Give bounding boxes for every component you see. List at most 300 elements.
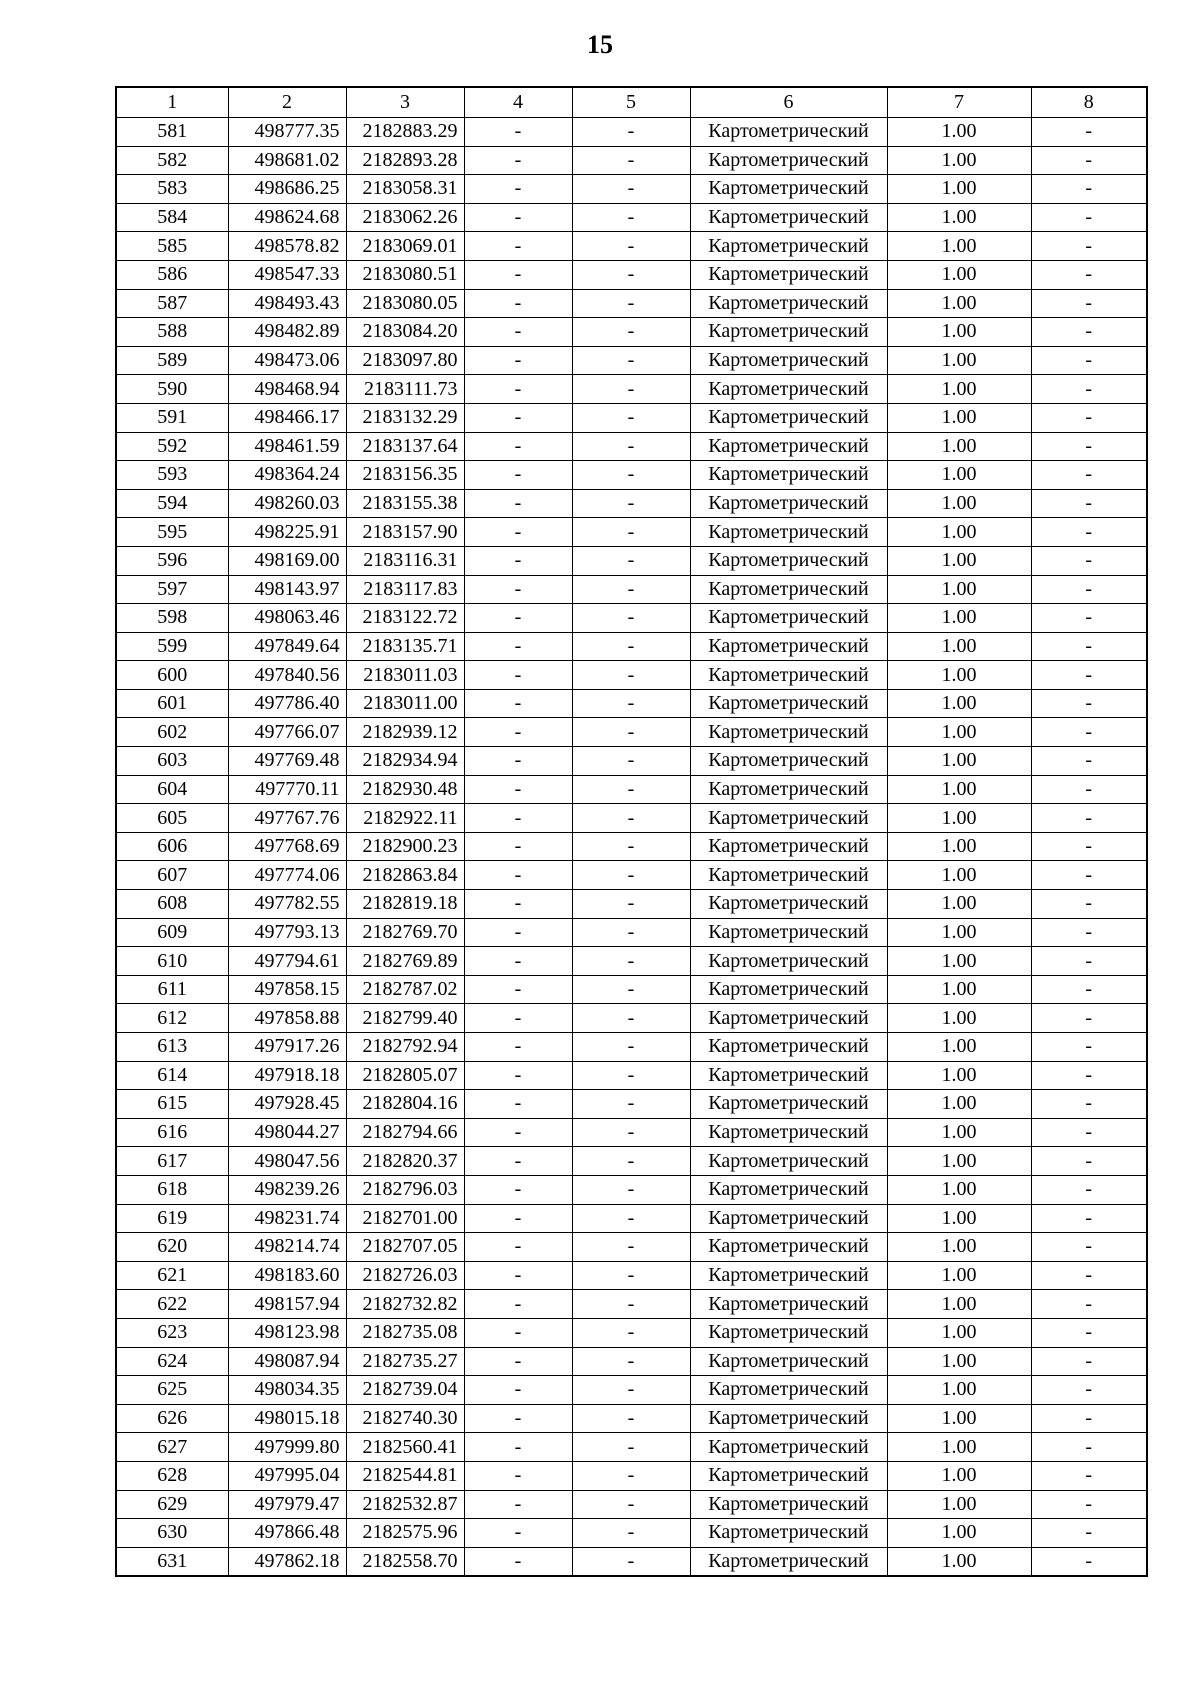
x-coordinate-cell: 498015.18 bbox=[228, 1404, 346, 1433]
x-coordinate-cell: 498123.98 bbox=[228, 1318, 346, 1347]
y-coordinate-cell: 2182799.40 bbox=[346, 1004, 464, 1033]
column-8-cell: - bbox=[1031, 832, 1147, 861]
x-coordinate-cell: 497794.61 bbox=[228, 947, 346, 976]
column-4-cell: - bbox=[464, 546, 572, 575]
y-coordinate-cell: 2183069.01 bbox=[346, 232, 464, 261]
column-4-cell: - bbox=[464, 318, 572, 347]
column-4-cell: - bbox=[464, 1147, 572, 1176]
column-5-cell: - bbox=[572, 1090, 690, 1119]
accuracy-cell: 1.00 bbox=[887, 918, 1031, 947]
column-5-cell: - bbox=[572, 1519, 690, 1548]
method-cell: Картометрический bbox=[690, 1547, 887, 1576]
point-number-cell: 606 bbox=[116, 832, 228, 861]
column-4-cell: - bbox=[464, 1547, 572, 1576]
y-coordinate-cell: 2182740.30 bbox=[346, 1404, 464, 1433]
column-8-cell: - bbox=[1031, 1347, 1147, 1376]
y-coordinate-cell: 2182787.02 bbox=[346, 975, 464, 1004]
point-number-cell: 614 bbox=[116, 1061, 228, 1090]
accuracy-cell: 1.00 bbox=[887, 318, 1031, 347]
column-4-cell: - bbox=[464, 890, 572, 919]
table-row bbox=[116, 203, 1147, 232]
column-8-cell: - bbox=[1031, 661, 1147, 690]
table-row bbox=[116, 832, 1147, 861]
table-row bbox=[116, 1061, 1147, 1090]
method-cell: Картометрический bbox=[690, 260, 887, 289]
x-coordinate-cell: 497862.18 bbox=[228, 1547, 346, 1576]
method-cell: Картометрический bbox=[690, 1461, 887, 1490]
x-coordinate-cell: 497768.69 bbox=[228, 832, 346, 861]
column-5-cell: - bbox=[572, 203, 690, 232]
x-coordinate-cell: 497917.26 bbox=[228, 1033, 346, 1062]
column-5-cell: - bbox=[572, 1347, 690, 1376]
accuracy-cell: 1.00 bbox=[887, 518, 1031, 547]
method-cell: Картометрический bbox=[690, 1404, 887, 1433]
method-cell: Картометрический bbox=[690, 1004, 887, 1033]
column-4-cell: - bbox=[464, 1433, 572, 1462]
column-8-cell: - bbox=[1031, 289, 1147, 318]
point-number-cell: 604 bbox=[116, 775, 228, 804]
column-4-cell: - bbox=[464, 804, 572, 833]
column-4-cell: - bbox=[464, 232, 572, 261]
accuracy-cell: 1.00 bbox=[887, 718, 1031, 747]
y-coordinate-cell: 2182735.08 bbox=[346, 1318, 464, 1347]
table-row bbox=[116, 604, 1147, 633]
column-8-cell: - bbox=[1031, 118, 1147, 147]
accuracy-cell: 1.00 bbox=[887, 604, 1031, 633]
y-coordinate-cell: 2183097.80 bbox=[346, 346, 464, 375]
method-cell: Картометрический bbox=[690, 203, 887, 232]
method-cell: Картометрический bbox=[690, 518, 887, 547]
column-8-cell: - bbox=[1031, 518, 1147, 547]
table-row bbox=[116, 1090, 1147, 1119]
point-number-cell: 610 bbox=[116, 947, 228, 976]
point-number-cell: 596 bbox=[116, 546, 228, 575]
column-8-cell: - bbox=[1031, 975, 1147, 1004]
x-coordinate-cell: 498364.24 bbox=[228, 461, 346, 490]
method-cell: Картометрический bbox=[690, 432, 887, 461]
column-8-cell: - bbox=[1031, 947, 1147, 976]
column-8-cell: - bbox=[1031, 718, 1147, 747]
table-row bbox=[116, 546, 1147, 575]
table-row bbox=[116, 260, 1147, 289]
table-row bbox=[116, 1461, 1147, 1490]
table-row bbox=[116, 1118, 1147, 1147]
method-cell: Картометрический bbox=[690, 1433, 887, 1462]
accuracy-cell: 1.00 bbox=[887, 1004, 1031, 1033]
accuracy-cell: 1.00 bbox=[887, 804, 1031, 833]
x-coordinate-cell: 497774.06 bbox=[228, 861, 346, 890]
page-number: 15 bbox=[587, 30, 613, 59]
table-row bbox=[116, 346, 1147, 375]
point-number-cell: 584 bbox=[116, 203, 228, 232]
column-8-cell: - bbox=[1031, 1261, 1147, 1290]
method-cell: Картометрический bbox=[690, 1233, 887, 1262]
x-coordinate-cell: 497769.48 bbox=[228, 747, 346, 776]
table-row bbox=[116, 1204, 1147, 1233]
column-4-cell: - bbox=[464, 489, 572, 518]
x-coordinate-cell: 497786.40 bbox=[228, 689, 346, 718]
y-coordinate-cell: 2182558.70 bbox=[346, 1547, 464, 1576]
column-4-cell: - bbox=[464, 1033, 572, 1062]
y-coordinate-cell: 2182792.94 bbox=[346, 1033, 464, 1062]
y-coordinate-cell: 2182804.16 bbox=[346, 1090, 464, 1119]
column-5-cell: - bbox=[572, 661, 690, 690]
method-cell: Картометрический bbox=[690, 775, 887, 804]
x-coordinate-cell: 498239.26 bbox=[228, 1175, 346, 1204]
point-number-cell: 626 bbox=[116, 1404, 228, 1433]
table-row bbox=[116, 289, 1147, 318]
y-coordinate-cell: 2183084.20 bbox=[346, 318, 464, 347]
x-coordinate-cell: 498047.56 bbox=[228, 1147, 346, 1176]
x-coordinate-cell: 498578.82 bbox=[228, 232, 346, 261]
accuracy-cell: 1.00 bbox=[887, 861, 1031, 890]
point-number-cell: 598 bbox=[116, 604, 228, 633]
table-row bbox=[116, 689, 1147, 718]
column-4-cell: - bbox=[464, 1519, 572, 1548]
column-5-cell: - bbox=[572, 1318, 690, 1347]
y-coordinate-cell: 2182739.04 bbox=[346, 1376, 464, 1405]
y-coordinate-cell: 2183132.29 bbox=[346, 403, 464, 432]
y-coordinate-cell: 2183011.03 bbox=[346, 661, 464, 690]
column-5-cell: - bbox=[572, 1233, 690, 1262]
table-row bbox=[116, 232, 1147, 261]
point-number-cell: 619 bbox=[116, 1204, 228, 1233]
x-coordinate-cell: 498063.46 bbox=[228, 604, 346, 633]
column-8-cell: - bbox=[1031, 918, 1147, 947]
x-coordinate-cell: 497995.04 bbox=[228, 1461, 346, 1490]
point-number-cell: 616 bbox=[116, 1118, 228, 1147]
table-row bbox=[116, 947, 1147, 976]
method-cell: Картометрический bbox=[690, 861, 887, 890]
x-coordinate-cell: 498157.94 bbox=[228, 1290, 346, 1319]
table-row bbox=[116, 1147, 1147, 1176]
x-coordinate-cell: 498143.97 bbox=[228, 575, 346, 604]
table-row bbox=[116, 318, 1147, 347]
column-8-cell: - bbox=[1031, 318, 1147, 347]
method-cell: Картометрический bbox=[690, 1061, 887, 1090]
x-coordinate-cell: 497928.45 bbox=[228, 1090, 346, 1119]
point-number-cell: 622 bbox=[116, 1290, 228, 1319]
point-number-cell: 588 bbox=[116, 318, 228, 347]
method-cell: Картометрический bbox=[690, 1347, 887, 1376]
method-cell: Картометрический bbox=[690, 575, 887, 604]
point-number-cell: 587 bbox=[116, 289, 228, 318]
accuracy-cell: 1.00 bbox=[887, 1118, 1031, 1147]
point-number-cell: 602 bbox=[116, 718, 228, 747]
method-cell: Картометрический bbox=[690, 604, 887, 633]
column-5-cell: - bbox=[572, 375, 690, 404]
column-8-cell: - bbox=[1031, 1290, 1147, 1319]
point-number-cell: 600 bbox=[116, 661, 228, 690]
x-coordinate-cell: 497999.80 bbox=[228, 1433, 346, 1462]
column-5-cell: - bbox=[572, 832, 690, 861]
method-cell: Картометрический bbox=[690, 832, 887, 861]
column-4-cell: - bbox=[464, 118, 572, 147]
x-coordinate-cell: 498260.03 bbox=[228, 489, 346, 518]
accuracy-cell: 1.00 bbox=[887, 1090, 1031, 1119]
column-4-cell: - bbox=[464, 1461, 572, 1490]
column-5-cell: - bbox=[572, 1547, 690, 1576]
x-coordinate-cell: 497866.48 bbox=[228, 1519, 346, 1548]
table-row bbox=[116, 1290, 1147, 1319]
accuracy-cell: 1.00 bbox=[887, 1347, 1031, 1376]
column-8-cell: - bbox=[1031, 604, 1147, 633]
column-4-cell: - bbox=[464, 375, 572, 404]
table-row bbox=[116, 661, 1147, 690]
column-4-cell: - bbox=[464, 918, 572, 947]
table-row bbox=[116, 403, 1147, 432]
column-5-cell: - bbox=[572, 890, 690, 919]
column-8-cell: - bbox=[1031, 1461, 1147, 1490]
method-cell: Картометрический bbox=[690, 947, 887, 976]
column-8-cell: - bbox=[1031, 175, 1147, 204]
x-coordinate-cell: 497840.56 bbox=[228, 661, 346, 690]
point-number-cell: 601 bbox=[116, 689, 228, 718]
x-coordinate-cell: 497793.13 bbox=[228, 918, 346, 947]
column-8-cell: - bbox=[1031, 489, 1147, 518]
y-coordinate-cell: 2182900.23 bbox=[346, 832, 464, 861]
accuracy-cell: 1.00 bbox=[887, 1490, 1031, 1519]
accuracy-cell: 1.00 bbox=[887, 546, 1031, 575]
y-coordinate-cell: 2183058.31 bbox=[346, 175, 464, 204]
point-number-cell: 624 bbox=[116, 1347, 228, 1376]
accuracy-cell: 1.00 bbox=[887, 1290, 1031, 1319]
column-4-cell: - bbox=[464, 1347, 572, 1376]
column-4-cell: - bbox=[464, 1090, 572, 1119]
column-4-cell: - bbox=[464, 1490, 572, 1519]
y-coordinate-cell: 2183111.73 bbox=[346, 375, 464, 404]
accuracy-cell: 1.00 bbox=[887, 1404, 1031, 1433]
accuracy-cell: 1.00 bbox=[887, 1547, 1031, 1576]
column-5-cell: - bbox=[572, 546, 690, 575]
method-cell: Картометрический bbox=[690, 346, 887, 375]
column-4-cell: - bbox=[464, 346, 572, 375]
point-number-cell: 591 bbox=[116, 403, 228, 432]
method-cell: Картометрический bbox=[690, 318, 887, 347]
accuracy-cell: 1.00 bbox=[887, 747, 1031, 776]
table-row bbox=[116, 918, 1147, 947]
point-number-cell: 613 bbox=[116, 1033, 228, 1062]
column-8-cell: - bbox=[1031, 1204, 1147, 1233]
column-5-cell: - bbox=[572, 1433, 690, 1462]
column-8-cell: - bbox=[1031, 861, 1147, 890]
x-coordinate-cell: 498225.91 bbox=[228, 518, 346, 547]
accuracy-cell: 1.00 bbox=[887, 947, 1031, 976]
accuracy-cell: 1.00 bbox=[887, 975, 1031, 1004]
table-row bbox=[116, 747, 1147, 776]
column-5-cell: - bbox=[572, 318, 690, 347]
column-5-cell: - bbox=[572, 232, 690, 261]
y-coordinate-cell: 2182796.03 bbox=[346, 1175, 464, 1204]
table-row bbox=[116, 1318, 1147, 1347]
column-5-cell: - bbox=[572, 1490, 690, 1519]
table-row bbox=[116, 718, 1147, 747]
column-4-cell: - bbox=[464, 1004, 572, 1033]
method-cell: Картометрический bbox=[690, 146, 887, 175]
accuracy-cell: 1.00 bbox=[887, 489, 1031, 518]
point-number-cell: 618 bbox=[116, 1175, 228, 1204]
y-coordinate-cell: 2182726.03 bbox=[346, 1261, 464, 1290]
table-row bbox=[116, 1490, 1147, 1519]
column-8-cell: - bbox=[1031, 632, 1147, 661]
column-8-cell: - bbox=[1031, 375, 1147, 404]
point-number-cell: 581 bbox=[116, 118, 228, 147]
method-cell: Картометрический bbox=[690, 1376, 887, 1405]
column-8-cell: - bbox=[1031, 575, 1147, 604]
y-coordinate-cell: 2182732.82 bbox=[346, 1290, 464, 1319]
column-4-cell: - bbox=[464, 775, 572, 804]
method-cell: Картометрический bbox=[690, 1175, 887, 1204]
column-8-cell: - bbox=[1031, 1519, 1147, 1548]
column-5-cell: - bbox=[572, 575, 690, 604]
method-cell: Картометрический bbox=[690, 175, 887, 204]
point-number-cell: 620 bbox=[116, 1233, 228, 1262]
column-8-cell: - bbox=[1031, 1490, 1147, 1519]
accuracy-cell: 1.00 bbox=[887, 289, 1031, 318]
column-4-cell: - bbox=[464, 1175, 572, 1204]
method-cell: Картометрический bbox=[690, 289, 887, 318]
table-row bbox=[116, 518, 1147, 547]
table-row bbox=[116, 1261, 1147, 1290]
column-4-cell: - bbox=[464, 289, 572, 318]
x-coordinate-cell: 498231.74 bbox=[228, 1204, 346, 1233]
accuracy-cell: 1.00 bbox=[887, 432, 1031, 461]
accuracy-cell: 1.00 bbox=[887, 232, 1031, 261]
method-cell: Картометрический bbox=[690, 118, 887, 147]
column-header: 7 bbox=[887, 87, 1031, 118]
x-coordinate-cell: 498493.43 bbox=[228, 289, 346, 318]
column-4-cell: - bbox=[464, 975, 572, 1004]
column-4-cell: - bbox=[464, 1118, 572, 1147]
point-number-cell: 593 bbox=[116, 461, 228, 490]
method-cell: Картометрический bbox=[690, 461, 887, 490]
column-5-cell: - bbox=[572, 1033, 690, 1062]
y-coordinate-cell: 2182820.37 bbox=[346, 1147, 464, 1176]
y-coordinate-cell: 2182735.27 bbox=[346, 1347, 464, 1376]
column-8-cell: - bbox=[1031, 804, 1147, 833]
y-coordinate-cell: 2182939.12 bbox=[346, 718, 464, 747]
method-cell: Картометрический bbox=[690, 1519, 887, 1548]
y-coordinate-cell: 2182805.07 bbox=[346, 1061, 464, 1090]
accuracy-cell: 1.00 bbox=[887, 1461, 1031, 1490]
column-5-cell: - bbox=[572, 346, 690, 375]
column-8-cell: - bbox=[1031, 1318, 1147, 1347]
column-8-cell: - bbox=[1031, 1004, 1147, 1033]
table-row bbox=[116, 632, 1147, 661]
method-cell: Картометрический bbox=[690, 632, 887, 661]
column-5-cell: - bbox=[572, 1118, 690, 1147]
accuracy-cell: 1.00 bbox=[887, 775, 1031, 804]
point-number-cell: 617 bbox=[116, 1147, 228, 1176]
point-number-cell: 582 bbox=[116, 146, 228, 175]
point-number-cell: 605 bbox=[116, 804, 228, 833]
y-coordinate-cell: 2182560.41 bbox=[346, 1433, 464, 1462]
accuracy-cell: 1.00 bbox=[887, 1204, 1031, 1233]
y-coordinate-cell: 2182701.00 bbox=[346, 1204, 464, 1233]
x-coordinate-cell: 498183.60 bbox=[228, 1261, 346, 1290]
column-5-cell: - bbox=[572, 1061, 690, 1090]
y-coordinate-cell: 2183155.38 bbox=[346, 489, 464, 518]
accuracy-cell: 1.00 bbox=[887, 1433, 1031, 1462]
table-row bbox=[116, 489, 1147, 518]
point-number-cell: 621 bbox=[116, 1261, 228, 1290]
accuracy-cell: 1.00 bbox=[887, 118, 1031, 147]
y-coordinate-cell: 2183080.51 bbox=[346, 260, 464, 289]
column-8-cell: - bbox=[1031, 346, 1147, 375]
column-4-cell: - bbox=[464, 1404, 572, 1433]
y-coordinate-cell: 2183116.31 bbox=[346, 546, 464, 575]
y-coordinate-cell: 2182575.96 bbox=[346, 1519, 464, 1548]
point-number-cell: 583 bbox=[116, 175, 228, 204]
column-5-cell: - bbox=[572, 1261, 690, 1290]
x-coordinate-cell: 497782.55 bbox=[228, 890, 346, 919]
table-header-row bbox=[116, 87, 1147, 118]
point-number-cell: 612 bbox=[116, 1004, 228, 1033]
column-8-cell: - bbox=[1031, 775, 1147, 804]
column-5-cell: - bbox=[572, 804, 690, 833]
column-5-cell: - bbox=[572, 432, 690, 461]
column-8-cell: - bbox=[1031, 1033, 1147, 1062]
y-coordinate-cell: 2182707.05 bbox=[346, 1233, 464, 1262]
y-coordinate-cell: 2183080.05 bbox=[346, 289, 464, 318]
point-number-cell: 627 bbox=[116, 1433, 228, 1462]
column-4-cell: - bbox=[464, 432, 572, 461]
accuracy-cell: 1.00 bbox=[887, 1061, 1031, 1090]
column-5-cell: - bbox=[572, 775, 690, 804]
column-8-cell: - bbox=[1031, 1404, 1147, 1433]
column-5-cell: - bbox=[572, 489, 690, 518]
column-header: 5 bbox=[572, 87, 690, 118]
column-8-cell: - bbox=[1031, 1547, 1147, 1576]
accuracy-cell: 1.00 bbox=[887, 260, 1031, 289]
accuracy-cell: 1.00 bbox=[887, 661, 1031, 690]
column-8-cell: - bbox=[1031, 1376, 1147, 1405]
point-number-cell: 595 bbox=[116, 518, 228, 547]
column-8-cell: - bbox=[1031, 1061, 1147, 1090]
column-4-cell: - bbox=[464, 1261, 572, 1290]
y-coordinate-cell: 2183117.83 bbox=[346, 575, 464, 604]
accuracy-cell: 1.00 bbox=[887, 175, 1031, 204]
column-8-cell: - bbox=[1031, 546, 1147, 575]
coordinates-table bbox=[115, 86, 1148, 1577]
column-4-cell: - bbox=[464, 689, 572, 718]
method-cell: Картометрический bbox=[690, 718, 887, 747]
column-4-cell: - bbox=[464, 575, 572, 604]
table-row bbox=[116, 861, 1147, 890]
column-8-cell: - bbox=[1031, 432, 1147, 461]
column-5-cell: - bbox=[572, 1147, 690, 1176]
point-number-cell: 592 bbox=[116, 432, 228, 461]
column-5-cell: - bbox=[572, 975, 690, 1004]
y-coordinate-cell: 2182819.18 bbox=[346, 890, 464, 919]
column-5-cell: - bbox=[572, 461, 690, 490]
x-coordinate-cell: 497979.47 bbox=[228, 1490, 346, 1519]
accuracy-cell: 1.00 bbox=[887, 1261, 1031, 1290]
column-8-cell: - bbox=[1031, 232, 1147, 261]
accuracy-cell: 1.00 bbox=[887, 832, 1031, 861]
column-5-cell: - bbox=[572, 1204, 690, 1233]
y-coordinate-cell: 2183011.00 bbox=[346, 689, 464, 718]
column-4-cell: - bbox=[464, 403, 572, 432]
accuracy-cell: 1.00 bbox=[887, 1519, 1031, 1548]
method-cell: Картометрический bbox=[690, 1318, 887, 1347]
y-coordinate-cell: 2182934.94 bbox=[346, 747, 464, 776]
column-4-cell: - bbox=[464, 718, 572, 747]
y-coordinate-cell: 2183122.72 bbox=[346, 604, 464, 633]
column-4-cell: - bbox=[464, 1290, 572, 1319]
accuracy-cell: 1.00 bbox=[887, 1233, 1031, 1262]
column-8-cell: - bbox=[1031, 260, 1147, 289]
